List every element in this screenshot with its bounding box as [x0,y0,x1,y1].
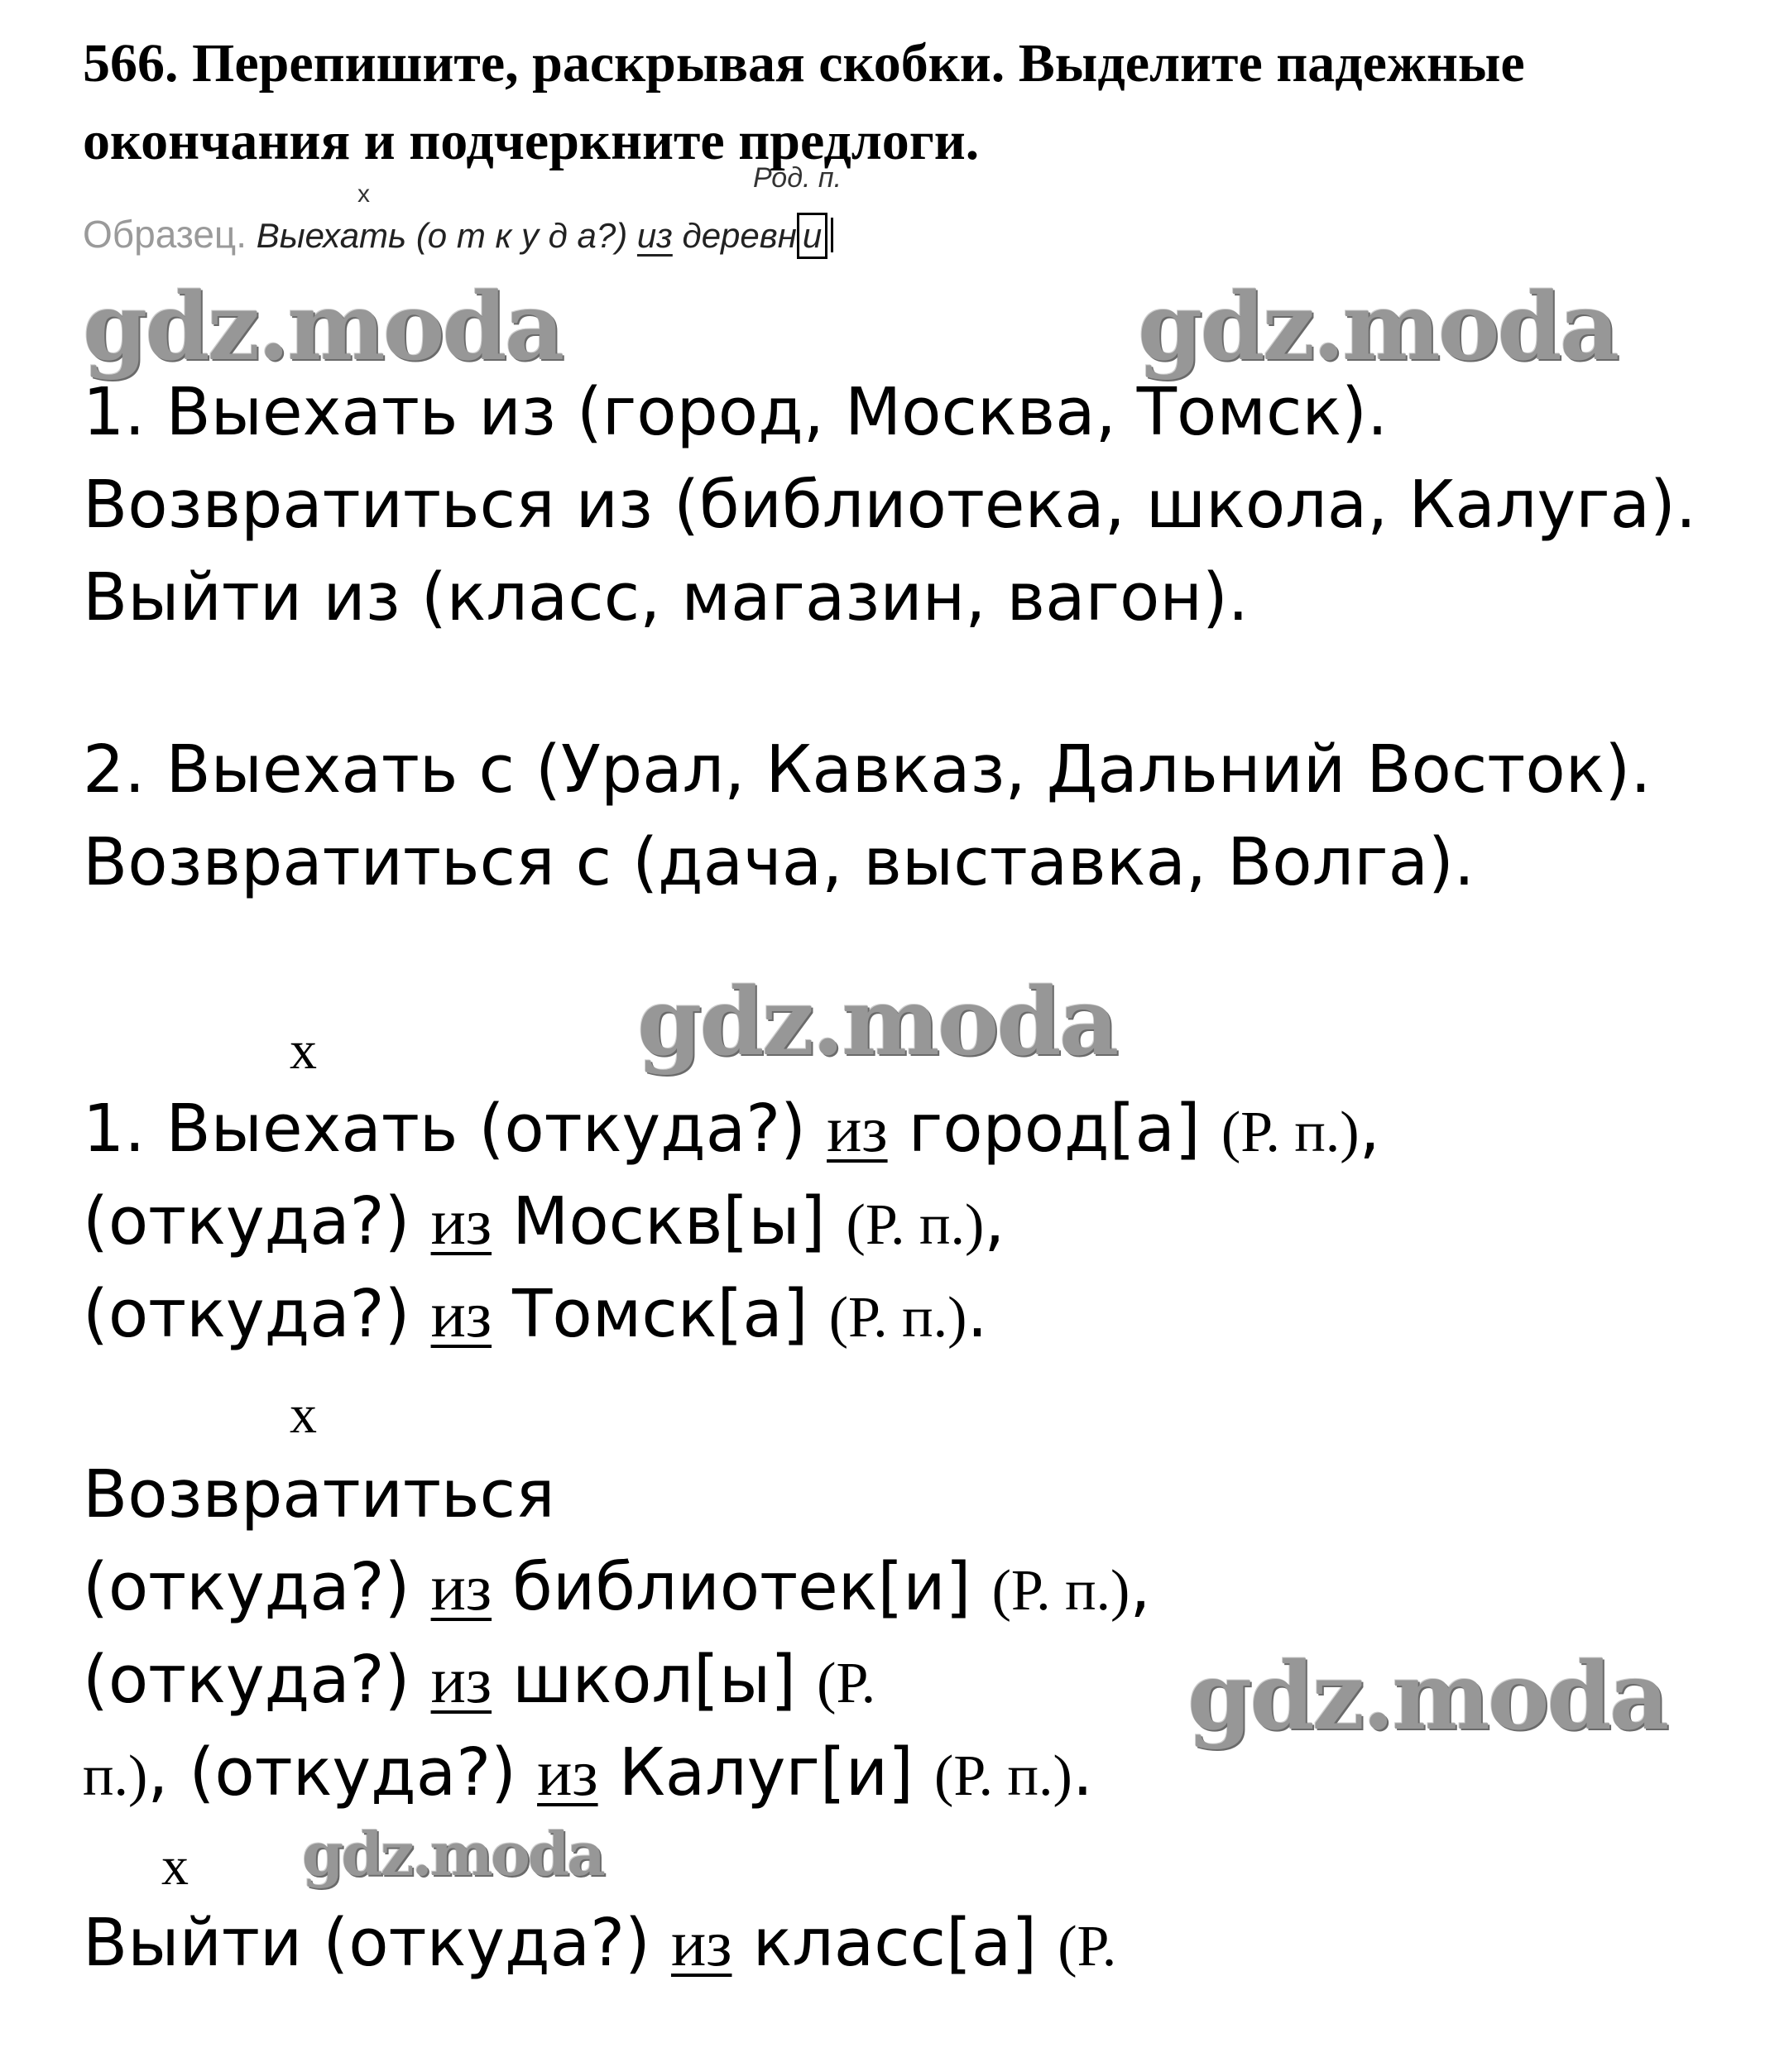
answer-mark: x [290,1020,317,1081]
sample-mark: x [357,180,370,208]
answer-word: Калуг[и] [618,1734,914,1811]
answer-question: (откуда?) [323,1905,650,1981]
sample-verb: Выехать [256,216,407,255]
answer-line-6 [83,1642,875,1719]
answer-line-7: п.), (откуда?) из Калуг[и] (Р. п.). [83,1734,1093,1811]
task-heading: 566. Перепишите, раскрывая скобки. Выделите падежные окончания и подчеркните предлоги. [83,33,1525,171]
watermark: gdz.moda [1187,1643,1667,1751]
answer-preposition: из [670,1908,732,1980]
answer-case: (Р. [817,1652,876,1715]
answer-question: (откуда?) [478,1091,806,1167]
watermark: gdz.moda [83,273,563,381]
sample-ending: и [797,213,827,259]
answer-preposition: из [430,1279,492,1351]
answer-word: школ[ы] [512,1642,797,1718]
answer-line-4: Возвратиться [83,1456,555,1532]
answer-preposition: из [537,1738,598,1810]
answer-word: Томск[а] [512,1276,808,1352]
exercise-part-1: 1. Выехать из (город, Москва, Томск). Возвратиться из (библиотека, школа, Калуга). Выйти из (класс, магазин, вагон). [83,374,1696,636]
answer-question: (откуда?) [189,1734,516,1811]
answer-preposition: из [430,1645,492,1717]
answer-preposition: из [430,1187,492,1259]
sample-label: Образец. [83,213,247,256]
answer-case: (Р. п.) [828,1286,967,1350]
answer-case: (Р. [1058,1915,1117,1978]
sample-stem: деревн [682,216,797,255]
answer-case: (Р. п.) [991,1559,1130,1623]
sample-case-note: Род. п. [753,162,842,194]
answer-word: библиотек[и] [512,1549,971,1625]
sample-end-bar [831,218,833,252]
answer-word: город[а] [908,1091,1201,1167]
answer-line-3: (откуда?) из Томск[а] (Р. п.). [83,1276,988,1352]
answer-line-5: (откуда?) из библиотек[и] (Р. п.), [83,1549,1151,1625]
answer-mark: x [290,1384,317,1445]
watermark: gdz.moda [1138,273,1618,381]
sample-line [83,212,833,259]
answer-line-1: 1. Выехать (откуда?) из город[а] (Р. п.), [83,1091,1380,1167]
answer-case: п.) [83,1744,148,1808]
sample-question: (о т к у д а?) [415,216,628,255]
answer-preposition: из [430,1552,492,1624]
answer-question: (откуда?) [83,1642,410,1718]
answer-word: Москв[ы] [512,1183,826,1259]
watermark: gdz.moda [637,968,1117,1077]
answer-verb: Выйти [83,1905,303,1981]
watermark: gdz.moda [302,1819,603,1889]
answer-question: (откуда?) [83,1183,410,1259]
answer-preposition: из [827,1094,888,1166]
answer-case: (Р. п.) [846,1193,985,1257]
answer-verb: 1. Выехать [83,1091,458,1167]
answer-case: (Р. п.) [934,1744,1072,1808]
exercise-part-2: 2. Выехать с (Урал, Кавказ, Дальний Восток). Возвратиться с (дача, выставка, Волга). [83,731,1652,900]
answer-case: (Р. п.) [1221,1101,1360,1164]
sample-preposition: из [636,216,673,255]
answer-word: класс[а] [752,1905,1038,1981]
answer-question: (откуда?) [83,1549,410,1625]
answer-question: (откуда?) [83,1276,410,1352]
answer-line-2: (откуда?) из Москв[ы] (Р. п.), [83,1183,1005,1259]
answer-line-8 [83,1905,1116,1982]
answer-mark: x [161,1836,189,1897]
